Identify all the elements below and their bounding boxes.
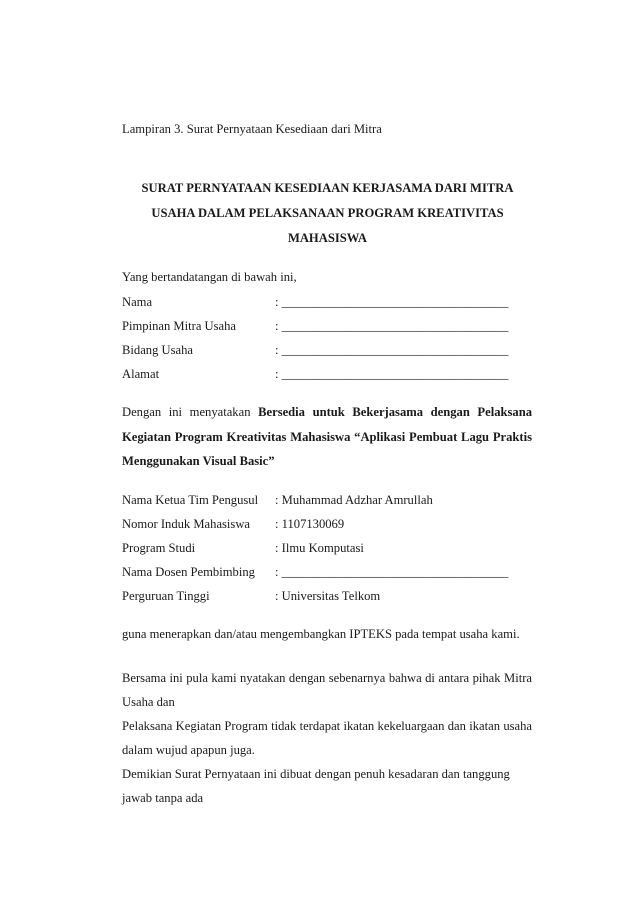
field-label-ketua-tim: Nama Ketua Tim Pengusul [122,493,259,507]
field-label-alamat: Alamat [122,367,160,381]
statement-line-1 [122,404,532,420]
field-value-nama: : ____________________________________ [275,295,509,309]
field-label-bidang-usaha: Bidang Usaha [122,343,193,357]
field-label-pimpinan: Pimpinan Mitra Usaha [122,319,237,333]
purpose-text: guna menerapkan dan/atau mengembangkan IPTEKS pada tempat usaha kami. [122,627,520,641]
field-label-perguruan-tinggi: Perguruan Tinggi [122,589,210,603]
statement-bold: Bersedia untuk Bekerjasama dengan Pelaksana [258,405,532,419]
field-value-alamat: : ____________________________________ [275,367,509,381]
field-label-nama: Nama [122,295,153,309]
document-title-line-3: MAHASISWA [287,231,368,245]
field-value-ketua-tim: : Muhammad Adzhar Amrullah [275,493,433,507]
field-value-dosen: : ____________________________________ [275,565,509,579]
statement-line-3: Menggunakan Visual Basic” [122,454,275,468]
field-label-program-studi: Program Studi [122,541,196,555]
statement-plain: Dengan ini menyatakan [122,405,251,419]
field-value-nim: : 1107130069 [275,517,345,531]
field-value-bidang-usaha: : ____________________________________ [275,343,509,357]
document-title-line-2: USAHA DALAM PELAKSANAAN PROGRAM KREATIVITAS [151,206,504,220]
closing-p2-line-2: dalam wujud apapun juga. [122,743,255,757]
field-label-dosen: Nama Dosen Pembimbing [122,565,255,579]
field-value-program-studi: : Ilmu Komputasi [275,541,364,555]
closing-p2-line-1: Pelaksana Kegiatan Program tidak terdapat ikatan kekeluargaan dan ikatan usaha [122,719,532,733]
document-title-line-1: SURAT PERNYATAAN KESEDIAAN KERJASAMA DARI MITRA [141,181,514,195]
field-value-pimpinan: : ____________________________________ [275,319,509,333]
closing-p1-line-1: Bersama ini pula kami nyatakan dengan sebenarnya bahwa di antara pihak Mitra [122,671,532,685]
field-label-nim: Nomor Induk Mahasiswa [122,517,251,531]
intro-text: Yang bertandatangan di bawah ini, [122,270,297,284]
field-value-perguruan-tinggi: : Universitas Telkom [275,589,381,603]
closing-p1-line-2: Usaha dan [122,695,175,709]
statement-line-2: Kegiatan Program Kreativitas Mahasiswa “Aplikasi Pembuat Lagu Praktis [122,430,532,444]
closing-p3-line-2: jawab tanpa ada [122,791,204,805]
lampiran-heading: Lampiran 3. Surat Pernyataan Kesediaan dari Mitra [122,122,382,136]
closing-p3-line-1: Demikian Surat Pernyataan ini dibuat dengan penuh kesadaran dan tanggung [122,767,510,781]
